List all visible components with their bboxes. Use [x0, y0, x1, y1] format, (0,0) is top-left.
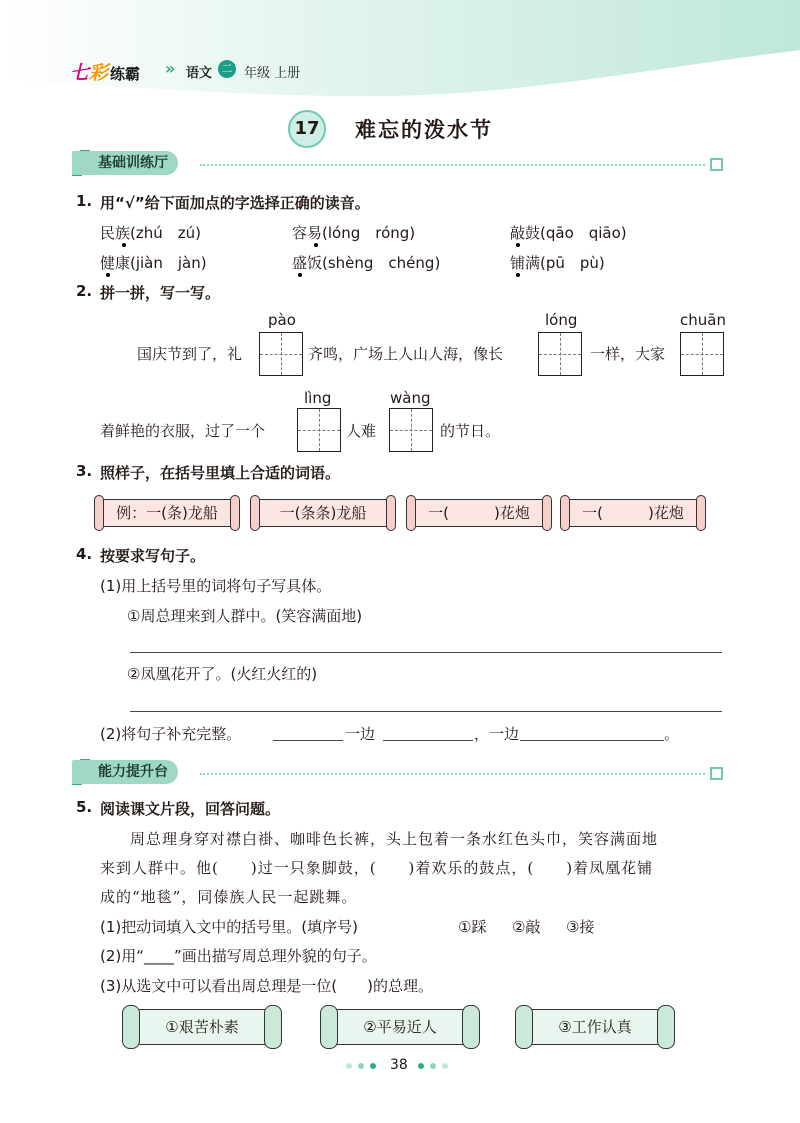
q2-prompt: 拼一拼，写一写。: [100, 284, 221, 302]
passage-line: 来到人群中。他( )过一只象脚鼓，( )着欢乐的鼓点，( )着凤凰花铺: [100, 859, 654, 877]
pinyin-chuan: chuān: [680, 311, 726, 329]
section-divider: [200, 773, 705, 775]
page-dot-icon: [358, 1063, 364, 1069]
q1-item[interactable]: 盛饭(shèng chéng): [292, 254, 441, 272]
q5-option: ③接: [566, 918, 595, 936]
grade-label: 年级 上册: [244, 66, 301, 81]
writing-box[interactable]: [389, 408, 433, 452]
pinyin-ling: lìng: [304, 389, 332, 407]
q2-number: 2.: [76, 282, 93, 300]
answer-scroll[interactable]: 一( )花炮: [406, 495, 552, 531]
pinyin-pao: pào: [268, 311, 296, 329]
choice-scroll[interactable]: ②平易近人: [320, 1005, 480, 1049]
q2-line1-text: 国庆节到了，礼: [137, 345, 243, 363]
brand-logo: 七彩 练霸: [70, 62, 141, 84]
q4-prompt: 按要求写句子。: [100, 547, 206, 565]
page-dot-icon: [370, 1063, 376, 1069]
subject-label: 语文: [186, 66, 213, 81]
section-end-square: [710, 158, 723, 171]
q1-item[interactable]: 民族(zhú zú): [100, 224, 201, 242]
q5-sub3: (3)从选文中可以看出周总理是一位( )的总理。: [100, 977, 433, 995]
q1-prompt: 用“√”给下面加点的字选择正确的读音。: [100, 194, 370, 212]
q2-line2-text: 的节日。: [440, 422, 501, 440]
header-band: [0, 0, 800, 110]
lesson-title: 难忘的泼水节: [355, 118, 493, 142]
answer-blank[interactable]: [273, 740, 343, 741]
q3-prompt: 照样子，在括号里填上合适的词语。: [100, 464, 341, 482]
choice-scroll[interactable]: ①艰苦朴素: [122, 1005, 282, 1049]
writing-box[interactable]: [680, 332, 724, 376]
page-dot-icon: [430, 1063, 436, 1069]
q4-sentence-2: ②凤凰花开了。(火红火红的): [127, 665, 318, 683]
q2-line1-text: 一样，大家: [590, 345, 666, 363]
q4-sub2: (2)将句子补充完整。: [100, 725, 242, 743]
writing-box[interactable]: [538, 332, 582, 376]
answer-scroll: 一(条条)龙船: [250, 495, 396, 531]
q1-item[interactable]: 健康(jiàn jàn): [100, 254, 207, 272]
emphasis-dot: [106, 273, 110, 277]
q2-line2-text: 着鲜艳的衣服，过了一个: [100, 422, 266, 440]
emphasis-dot: [298, 273, 302, 277]
q5-sub2: (2)用“____”画出描写周总理外貌的句子。: [100, 947, 377, 965]
q1-item[interactable]: 敲鼓(qāo qiāo): [510, 224, 627, 242]
answer-line[interactable]: [130, 711, 722, 712]
page-dot-icon: [418, 1063, 424, 1069]
q4-number: 4.: [76, 545, 93, 563]
answer-blank[interactable]: [520, 740, 664, 741]
pinyin-long: lóng: [545, 311, 578, 329]
answer-blank[interactable]: [383, 740, 473, 741]
pinyin-wang: wàng: [390, 389, 431, 407]
answer-scroll[interactable]: 一( )花炮: [560, 495, 706, 531]
answer-line[interactable]: [130, 652, 722, 653]
page-dot-icon: [346, 1063, 352, 1069]
emphasis-dot: [314, 243, 318, 247]
choice-scroll[interactable]: ③工作认真: [515, 1005, 675, 1049]
section-end-square: [710, 767, 723, 780]
q1-item[interactable]: 容易(lóng róng): [292, 224, 416, 242]
q5-prompt: 阅读课文片段，回答问题。: [100, 800, 281, 818]
q4-sentence-1: ①周总理来到人群中。(笑容满面地): [127, 607, 363, 625]
passage-line: 周总理身穿对襟白褂、咖啡色长裤，头上包着一条水红色头巾，笑容满面地: [130, 830, 659, 848]
q5-number: 5.: [76, 798, 93, 816]
emphasis-dot: [516, 273, 520, 277]
lesson-number: 17: [288, 110, 326, 148]
section-title-advanced: 能力提升台: [72, 760, 178, 784]
q4-sub2-text: 。: [664, 725, 680, 743]
q1-number: 1.: [76, 192, 93, 210]
passage-line: 成的“地毯”，同傣族人民一起跳舞。: [100, 888, 358, 906]
q4-sub2-text: 一边: [345, 725, 376, 743]
q5-option: ②敲: [512, 918, 541, 936]
page-dot-icon: [442, 1063, 448, 1069]
page-number: 38: [390, 1057, 408, 1073]
section-title-basic: 基础训练厅: [72, 151, 178, 175]
example-scroll: 例：一(条)龙船: [94, 495, 240, 531]
q4-sub1: (1)用上括号里的词将句子写具体。: [100, 577, 332, 595]
q1-item[interactable]: 铺满(pū pù): [510, 254, 605, 272]
q3-number: 3.: [76, 462, 93, 480]
section-divider: [200, 164, 705, 166]
chevron-icon: »: [165, 59, 176, 78]
emphasis-dot: [122, 243, 126, 247]
emphasis-dot: [516, 243, 520, 247]
grade-badge: 二: [218, 60, 236, 78]
q5-sub1: (1)把动词填入文中的括号里。(填序号): [100, 918, 358, 936]
writing-box[interactable]: [297, 408, 341, 452]
writing-box[interactable]: [259, 332, 303, 376]
q4-sub2-text: ，一边: [474, 725, 520, 743]
q2-line2-text: 人难: [346, 422, 377, 440]
q5-option: ①踩: [458, 918, 487, 936]
q2-line1-text: 齐鸣，广场上人山人海，像长: [308, 345, 504, 363]
